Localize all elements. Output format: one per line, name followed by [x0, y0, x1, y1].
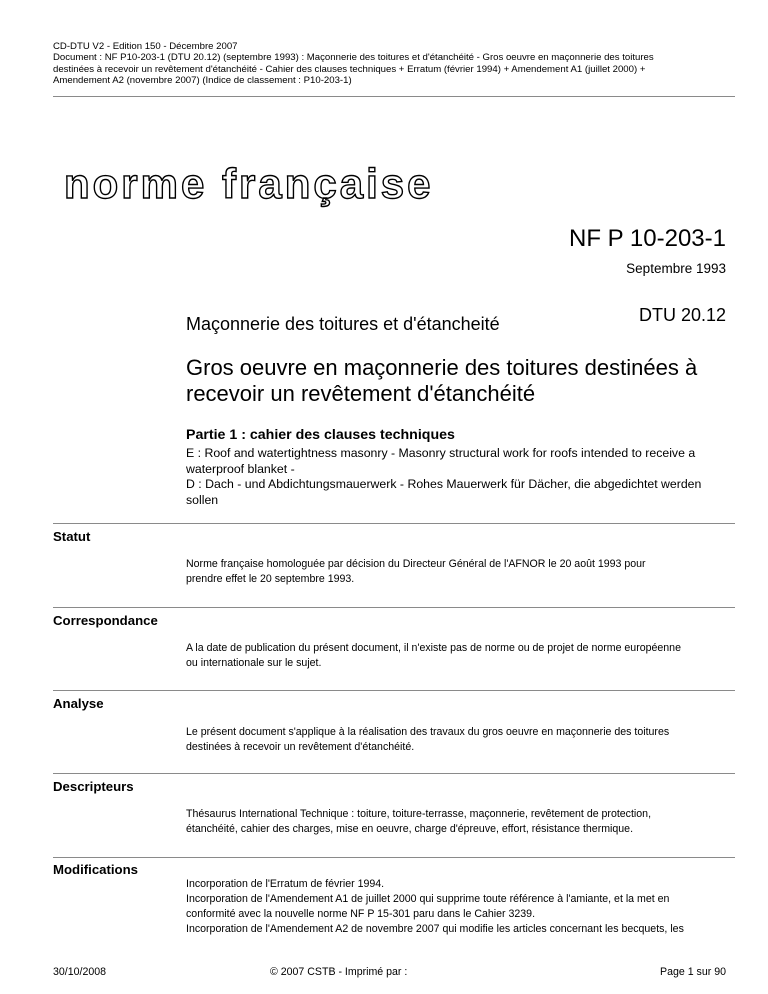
- header-line-2: Document : NF P10-203-1 (DTU 20.12) (septembre 1993) : Maçonnerie des toitures et d'étanchéité - Gros oeuvre en maçonnerie des toitures: [53, 52, 654, 64]
- standard-category: Maçonnerie des toitures et d'étancheité: [186, 314, 500, 334]
- modifications-text: [186, 877, 738, 937]
- descripteurs-text: [186, 807, 738, 837]
- section-divider: [53, 857, 735, 858]
- header-divider: [53, 96, 735, 97]
- standard-date: Septembre 1993: [626, 261, 726, 276]
- modifications-line-2: Incorporation de l'Amendement A1 de juillet 2000 qui supprime toute référence à l'amiante, et la met en: [186, 893, 670, 905]
- section-divider: [53, 523, 735, 524]
- section-divider: [53, 773, 735, 774]
- modifications-label: Modifications: [53, 862, 138, 877]
- footer-page-number: Page 1 sur 90: [660, 966, 726, 978]
- correspondance-line-1: A la date de publication du présent document, il n'existe pas de norme ou de projet de norme européenne: [186, 642, 681, 654]
- english-title-line-1: E : Roof and watertightness masonry - Masonry structural work for roofs intended to receive a: [186, 446, 696, 460]
- statut-label: Statut: [53, 529, 91, 544]
- statut-text: [186, 557, 738, 587]
- descripteurs-line-2: étanchéité, cahier des charges, mise en oeuvre, charge d'épreuve, effort, résistance thermique.: [186, 823, 634, 835]
- standard-title: [186, 355, 746, 407]
- analyse-text: [186, 725, 738, 755]
- analyse-line-1: Le présent document s'applique à la réalisation des travaux du gros oeuvre en maçonnerie des toitures: [186, 726, 670, 738]
- header-line-3: destinées à recevoir un revêtement d'étanchéité - Cahier des clauses techniques + Erratum (février 1994) + Amendement A1 (juillet 2000) +: [53, 63, 646, 75]
- footer-date: 30/10/2008: [53, 966, 107, 978]
- header-line-1: CD-DTU V2 - Edition 150 - Décembre 2007: [53, 41, 238, 52]
- standard-number: NF P 10-203-1: [569, 225, 726, 252]
- title-line-2: recevoir un revêtement d'étanchéité: [186, 381, 536, 406]
- modifications-line-3: conformité avec la nouvelle norme NF P 15-301 paru dans le Cahier 3239.: [186, 908, 536, 920]
- english-title-line-2: waterproof blanket -: [186, 461, 295, 476]
- brand-title: norme française: [64, 160, 434, 207]
- statut-line-1: Norme française homologuée par décision du Directeur Général de l'AFNOR le 20 août 1993 pour: [186, 558, 646, 570]
- translated-titles: [186, 446, 738, 508]
- document-header: [53, 41, 733, 87]
- modifications-line-4: Incorporation de l'Amendement A2 de novembre 2007 qui modifie les articles concernant les becquets, les: [186, 923, 684, 935]
- descripteurs-label: Descripteurs: [53, 779, 134, 794]
- analyse-line-2: destinées à recevoir un revêtement d'étanchéité.: [186, 741, 415, 753]
- header-line-4: Amendement A2 (novembre 2007) (Indice de classement : P10-203-1): [53, 75, 352, 87]
- analyse-label: Analyse: [53, 696, 104, 711]
- section-divider: [53, 690, 735, 691]
- modifications-line-1: Incorporation de l'Erratum de février 1994.: [186, 878, 385, 890]
- dtu-number: DTU 20.12: [638, 305, 726, 325]
- german-title-line-1: D : Dach - und Abdichtungsmauerwerk - Rohes Mauerwerk für Dächer, die abgedichtet werden: [186, 477, 702, 491]
- german-title-line-2: sollen: [186, 492, 219, 507]
- statut-line-2: prendre effet le 20 septembre 1993.: [186, 573, 355, 585]
- correspondance-line-2: ou internationale sur le sujet.: [186, 657, 322, 669]
- footer-copyright: © 2007 CSTB - Imprimé par :: [270, 966, 408, 978]
- part-heading: Partie 1 : cahier des clauses techniques: [186, 427, 455, 443]
- section-divider: [53, 607, 735, 608]
- correspondance-label: Correspondance: [53, 613, 158, 628]
- correspondance-text: [186, 641, 738, 671]
- title-line-1: Gros oeuvre en maçonnerie des toitures destinées à: [186, 355, 698, 380]
- descripteurs-line-1: Thésaurus International Technique : toiture, toiture-terrasse, maçonnerie, revêtement de protection,: [186, 808, 652, 820]
